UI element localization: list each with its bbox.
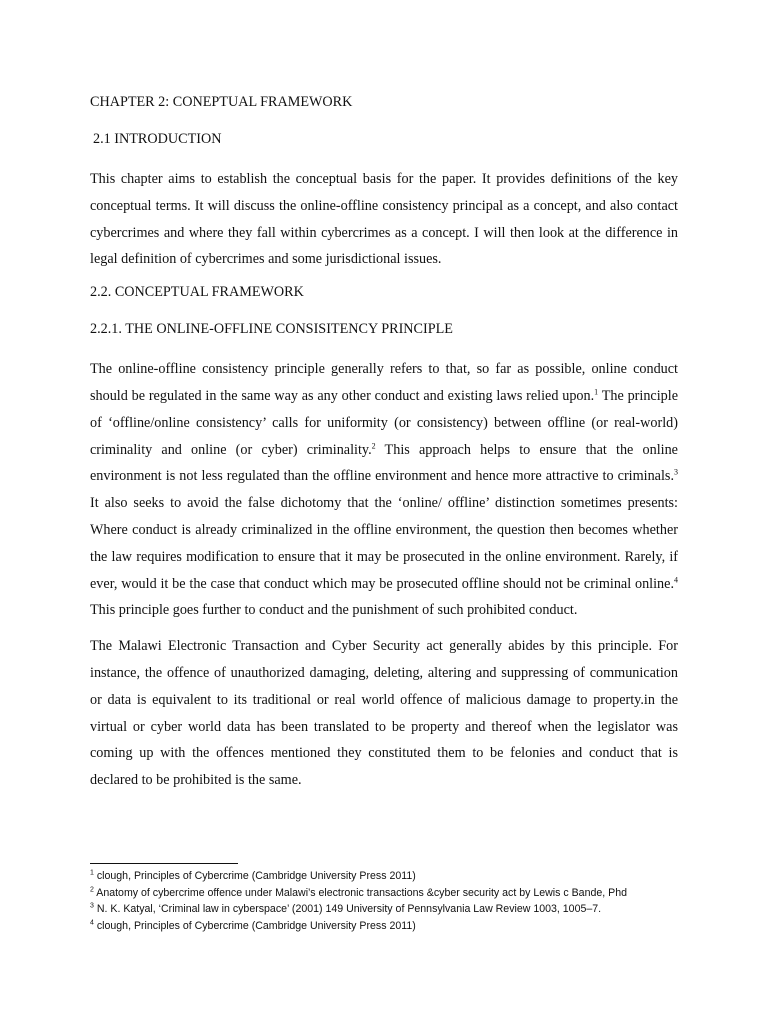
section-consistency-principle-title: 2.2.1. THE ONLINE-OFFLINE CONSISITENCY PRINCIPLE	[90, 321, 453, 338]
footnote-reference-3[interactable]: 3	[674, 467, 678, 477]
footnote-text: Anatomy of cybercrime offence under Malawi’s electronic transactions &cyber security act by Lewis c Bande, Phd	[93, 886, 627, 899]
footnote-reference-4[interactable]: 4	[674, 574, 678, 584]
footnote-reference-1[interactable]: 1	[594, 387, 599, 397]
footnote-3	[90, 901, 690, 918]
footnote-number: 2	[90, 885, 94, 893]
principle-text-part-1: The online-offline consistency principle generally refers to that, so far as possible, online conduct should be regulated in the same way as any other conduct and existing laws relied upon.	[90, 361, 678, 404]
principle-text-part-3: This approach helps to ensure that the online environment is not less regulated than the offline environment and hence more attractive to criminals.	[90, 441, 678, 485]
principle-text-part-4: It also seeks to avoid the false dichotomy that the ‘online/ offline’ distinction sometimes presents: Where conduct is already criminalized in the offline environment, the question then becomes whether the law requires modification to ensure that it may be prosecuted in the online environment. Rarely, if ever, would it be the case that conduct which may be prosecuted offline should not be criminal online.	[90, 495, 678, 592]
principle-text-part-2: The principle of ‘offline/online consistency’ calls for uniformity (or consistency) between offline (or real-world) criminality and online (or cyber) criminality.	[90, 387, 678, 458]
footnote-4	[90, 918, 690, 935]
footnotes-section	[90, 863, 690, 934]
footnote-number: 1	[90, 869, 94, 877]
section-conceptual-framework-title: 2.2. CONCEPTUAL FRAMEWORK	[90, 284, 304, 301]
document-body	[90, 92, 678, 794]
footnote-number: 3	[90, 902, 94, 910]
footnote-separator	[90, 863, 238, 864]
footnote-text: clough, Principles of Cybercrime (Cambridge University Press 2011)	[93, 919, 416, 932]
footnote-1	[90, 868, 690, 885]
principle-text-part-5: This principle goes further to conduct and the punishment of such prohibited conduct.	[90, 602, 578, 619]
footnote-2	[90, 885, 690, 902]
section-introduction-title: 2.1 INTRODUCTION	[93, 131, 222, 147]
footnote-number: 4	[90, 918, 94, 926]
footnote-text: clough, Principles of Cybercrime (Cambridge University Press 2011)	[93, 870, 416, 882]
consistency-principle-paragraph	[90, 356, 678, 624]
introduction-paragraph: This chapter aims to establish the conceptual basis for the paper. It provides definitions of the key conceptual terms. It will discuss the online-offline consistency principal as a concept, and also contact cybercrimes and where they fall within cybercrimes as a concept. I will then look at the difference in legal definition of cybercrimes and some jurisdictional issues.	[90, 171, 678, 268]
chapter-title: CHAPTER 2: CONEPTUAL FRAMEWORK	[90, 94, 353, 110]
footnote-reference-2[interactable]: 2	[371, 440, 376, 450]
footnote-text: N. K. Katyal, ‘Criminal law in cyberspace’ (2001) 149 University of Pennsylvania Law Review 1003, 1005–7.	[93, 903, 602, 915]
malawi-act-paragraph: The Malawi Electronic Transaction and Cyber Security act generally abides by this principle. For instance, the offence of unauthorized damaging, deleting, altering and suppressing of communication or data is equivalent to its traditional or real world offence of malicious damage to property.in the virtual or cyber world data has been translated to be property and thereof when the legislator was coming up with the offences mentioned they constituted them to be felonies and conduct that is declared to be prohibited is the same.	[90, 638, 678, 789]
